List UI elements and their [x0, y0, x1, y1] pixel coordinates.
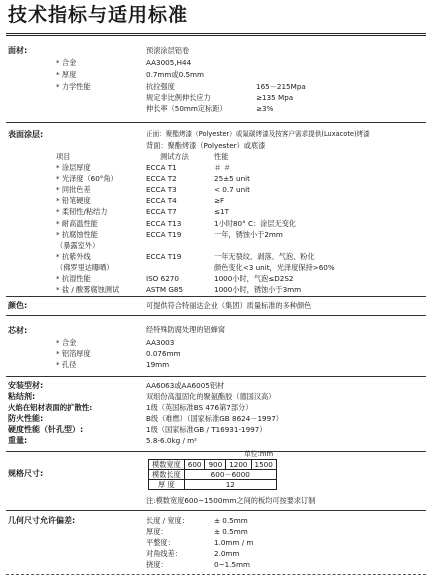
thick-label: 厚 度: [149, 480, 185, 490]
install-key: 防火性能:: [8, 414, 44, 423]
panel-row-value: 0.7mm或0.5mm: [146, 70, 205, 79]
section-divider: [6, 510, 426, 511]
core-desc: 经特殊防腐处理的铝蜂窝: [146, 325, 226, 334]
section-divider: [6, 451, 426, 452]
panel-row-value: 抗拉强度: [146, 82, 175, 91]
coating-item: * 抗紫外线: [56, 251, 91, 261]
table-row: [149, 470, 277, 480]
install-key: 粘结剂:: [8, 392, 36, 401]
core-row-value: 19mm: [146, 360, 170, 369]
coating-item: * 耐高温性能: [56, 218, 98, 228]
coating-item: （佛罗里达曝晒）: [56, 262, 114, 272]
size-label: 规格尺寸:: [8, 469, 44, 478]
tol-key: 平整度：: [146, 538, 175, 547]
coating-performance: 1000小时，锈蚀小于3mm: [214, 285, 302, 295]
coating-back: 背面：聚酯烤漆（Polyester）或底漆: [146, 141, 266, 150]
coating-method: ECCA T4: [146, 196, 177, 206]
coating-method: ECCA T1: [146, 163, 177, 172]
tol-value: 0~1.5mm: [214, 560, 251, 569]
tol-key: 厚度：: [146, 527, 168, 536]
title-divider: [6, 33, 426, 36]
section-divider: [6, 315, 426, 316]
coating-performance: 一年，锈蚀小于2mm: [214, 229, 283, 239]
bottom-divider: [6, 574, 426, 575]
coating-head-perf: 性能: [214, 152, 229, 161]
coating-item: * 抗腐蚀性能: [56, 229, 98, 239]
install-value: 双组份高温固化的聚氨酯胶（德国汉高）: [146, 392, 276, 401]
core-row-key: * 合金: [56, 338, 77, 347]
size-note: 注:模数宽度600~1500mm之间的板均可按要求订制: [146, 496, 316, 505]
coating-performance: < 0.7 unit: [214, 185, 250, 195]
coating-method: ECCA T7: [146, 207, 177, 217]
core-row-value: AA3003: [146, 338, 175, 347]
table-row: [149, 460, 277, 470]
coating-head-item: 项目: [56, 152, 71, 161]
install-key: 火焰在铝材表面的扩散性:: [8, 403, 93, 412]
panel-row-value: 规定非比例伸长应力: [146, 93, 211, 102]
install-key: 硬度性能（针孔型）:: [8, 425, 84, 434]
width-cell: 900: [205, 460, 226, 470]
coating-method: ECCA T2: [146, 174, 177, 184]
core-row-key: * 孔径: [56, 360, 77, 369]
table-row: [149, 480, 277, 490]
section-divider: [6, 376, 426, 377]
width-label: 模数宽度: [149, 460, 185, 470]
coating-front: 正面：聚酯烤漆（Polyester）或氟碳烤漆及按客户需求提供(Luxacote)烤漆: [146, 130, 370, 138]
page-title: 技术指标与适用标准: [8, 4, 189, 26]
section-divider: [6, 296, 426, 297]
length-cell: 600－6000: [184, 470, 276, 480]
panel-row-value: AA3005,H44: [146, 58, 192, 67]
length-label: 模数长度: [149, 470, 185, 480]
width-cell: 1200: [226, 460, 251, 470]
coating-item: * 盐 / 酸雾腐蚀测试: [56, 285, 120, 295]
install-value: AA6063或AA6005铝材: [146, 381, 225, 390]
coating-method: ISO 6270: [146, 274, 179, 283]
coating-item: * 涂层厚度: [56, 163, 91, 172]
tol-key: 长度 / 宽度：: [146, 516, 189, 525]
install-key: 安装型材:: [8, 381, 44, 390]
thick-cell: 12: [184, 480, 276, 490]
coating-performance: ＃ ＃: [214, 163, 231, 172]
size-unit: 单位:mm: [244, 450, 274, 458]
coating-method: ECCA T13: [146, 218, 182, 228]
core-label: 芯材:: [8, 326, 28, 335]
coating-performance: 一年无裂纹、剥落、气泡、粉化: [214, 251, 315, 261]
color-label: 颜色:: [8, 301, 28, 310]
panel-label: 面材:: [8, 46, 28, 55]
core-row-value: 0.076mm: [146, 349, 181, 358]
core-row-key: * 铝箔厚度: [56, 349, 91, 358]
section-divider: [6, 122, 426, 123]
coating-item: （暴露室外）: [56, 240, 100, 250]
mech-value: ≥135 Mpa: [256, 93, 294, 102]
coating-label: 表面涂层:: [8, 130, 44, 139]
tol-value: ± 0.5mm: [214, 527, 248, 536]
panel-row-value: 伸长率（50mm定标距）: [146, 104, 227, 113]
install-value: B级（难燃）（国家标准GB 8624－1997）: [146, 414, 283, 423]
width-cell: 1500: [251, 460, 276, 470]
panel-row-key: * 厚度: [56, 70, 77, 79]
tol-value: 2.0mm: [214, 549, 240, 558]
install-value: 1级（英国标准BS 476第7部分）: [146, 403, 253, 412]
coating-item: * 光泽度（60°角）: [56, 174, 118, 184]
size-table: [148, 459, 277, 490]
coating-method: ASTM G85: [146, 285, 184, 295]
mech-value: ≥3%: [256, 104, 274, 113]
tol-value: ± 0.5mm: [214, 516, 248, 525]
color-text: 可提供符合特丽达企业（集团）质量标准的多种颜色: [146, 301, 312, 310]
tol-key: 挠度：: [146, 560, 168, 569]
panel-desc: 预滚涂层铝卷: [146, 46, 190, 55]
coating-performance: 25±5 unit: [214, 174, 250, 184]
coating-item: * 同批色差: [56, 185, 91, 195]
coating-head-method: 测试方法: [160, 152, 189, 161]
install-value: 1级（国家标准GB / T16931-1997）: [146, 425, 267, 434]
width-cell: 600: [184, 460, 205, 470]
coating-item: * 柔韧性/粘结力: [56, 207, 108, 217]
install-value: 5.8-6.0kg / m²: [146, 436, 198, 445]
coating-method: ECCA T3: [146, 185, 177, 195]
coating-performance: 1000小时，气泡≤D2S2: [214, 274, 294, 283]
mech-value: 165－215Mpa: [256, 82, 306, 91]
coating-item: * 抗湿性能: [56, 274, 91, 283]
coating-method: ECCA T19: [146, 251, 182, 261]
panel-row-key: * 力学性能: [56, 82, 91, 91]
coating-item: * 铅笔硬度: [56, 196, 91, 206]
coating-performance: 颜色变化<3 unit，光泽度保持>60%: [214, 262, 335, 272]
coating-method: ECCA T19: [146, 229, 182, 239]
panel-row-key: * 合金: [56, 58, 77, 67]
tol-label: 几何尺寸允许偏差:: [8, 516, 76, 525]
install-key: 重量:: [8, 436, 28, 445]
coating-performance: ≥F: [214, 196, 225, 206]
coating-performance: ≤1T: [214, 207, 229, 217]
coating-performance: 1小时80° C：涂层无变化: [214, 218, 297, 228]
tol-key: 对角线差：: [146, 549, 182, 558]
tol-value: 1.0mm / m: [214, 538, 254, 547]
